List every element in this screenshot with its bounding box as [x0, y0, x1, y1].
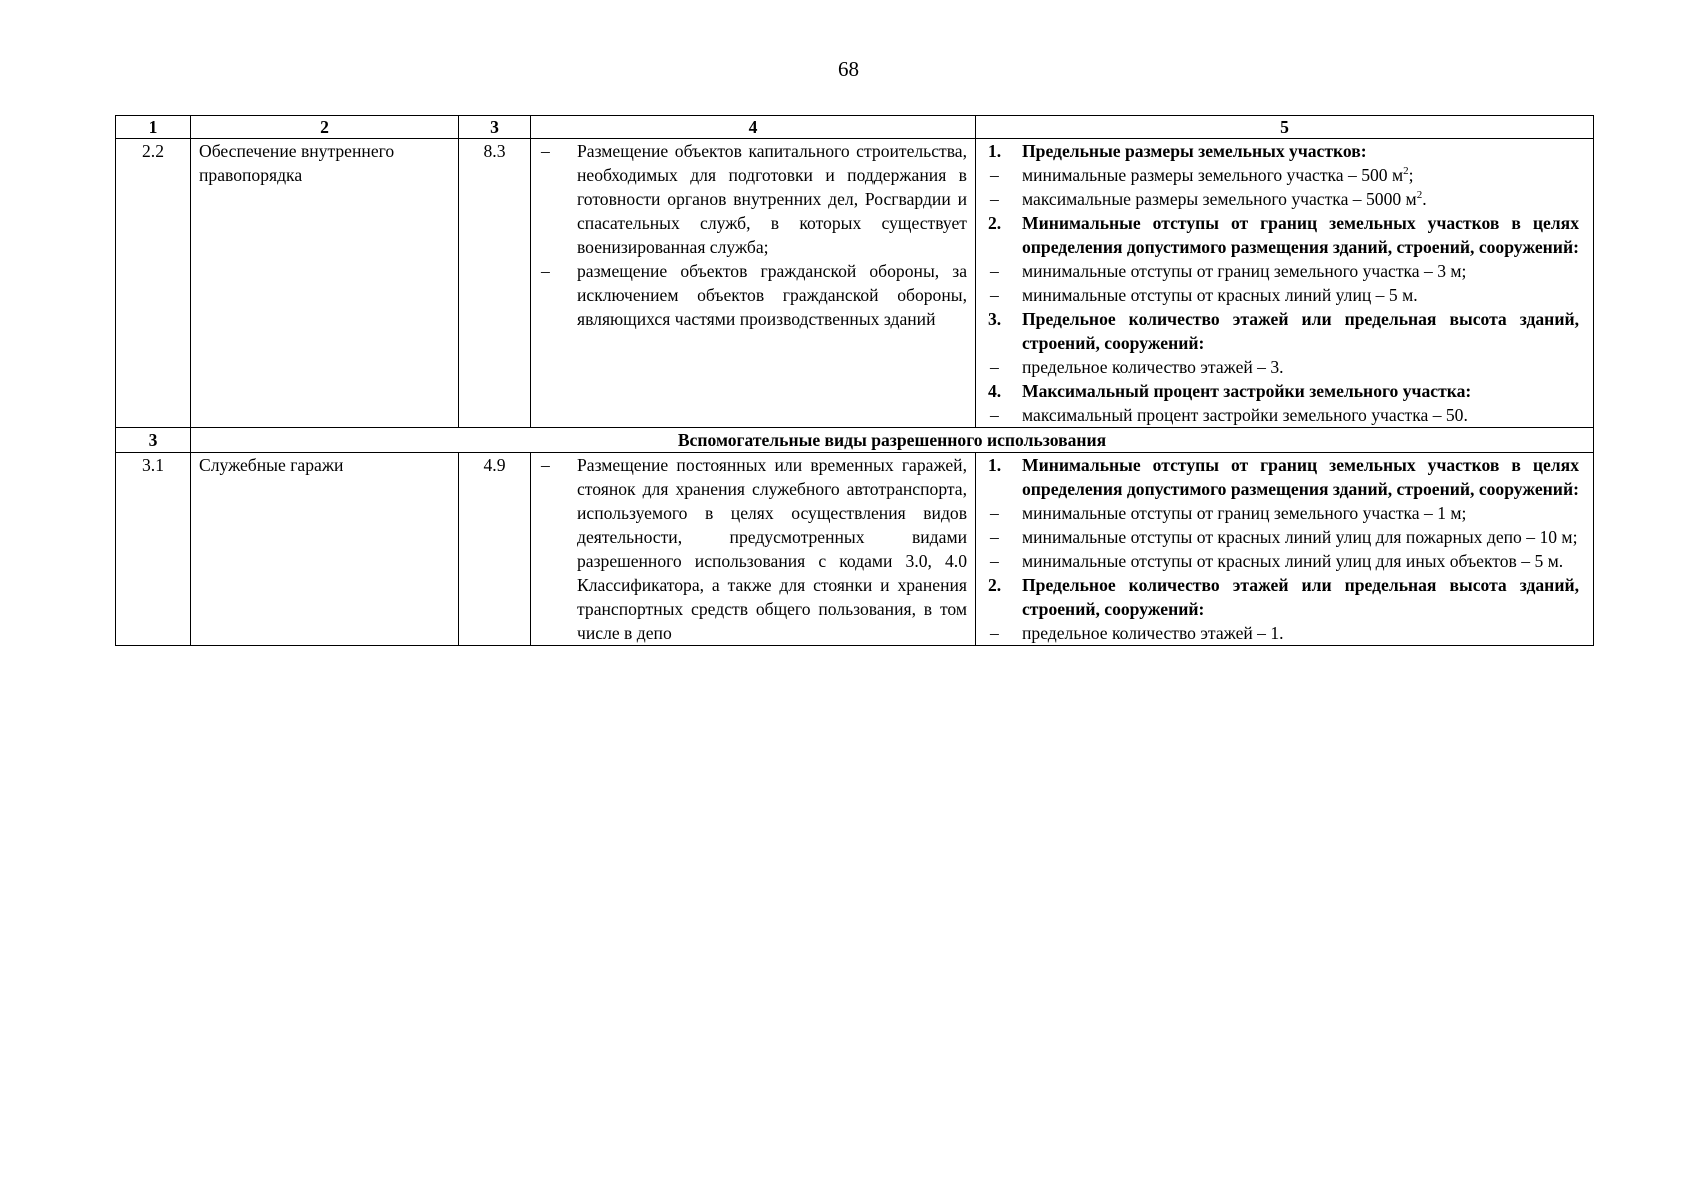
parameters-cell [976, 139, 1594, 428]
column-header: 2 [191, 116, 459, 139]
requirement-title: 4. Максимальный процент застройки земельного участка: [988, 381, 1472, 401]
requirement-item: – минимальные размеры земельного участка – 500 $м^2$; [984, 163, 1585, 187]
requirement-item: – максимальный процент застройки земельного участка – 50. [984, 403, 1585, 427]
table-row [116, 453, 1594, 646]
description-item: – Размещение объектов капитального строительства, необходимых для подготовки и поддержания в готовности органов внутренних дел, Росгвардии и спасательных служб, в которых существует военизированная служба; [539, 139, 967, 259]
parameters-cell [976, 453, 1594, 646]
requirement-item: – предельное количество этажей – 1. [984, 621, 1585, 645]
section-title: Вспомогательные виды разрешенного использования [191, 428, 1594, 453]
requirement-item: – максимальные размеры земельного участка – 5000 $м^2$. [984, 187, 1585, 211]
requirement-item: – минимальные отступы от красных линий улиц для иных объектов – 5 м. [984, 549, 1585, 573]
column-header: 1 [116, 116, 191, 139]
requirement-title: 3. Предельное количество этажей или предельная высота зданий, строений, сооружений: [988, 309, 1579, 353]
requirement-item: – минимальные отступы от красных линий улиц для пожарных депо – 10 м; [984, 525, 1585, 549]
requirement-item: – минимальные отступы от границ земельного участка – 3 м; [984, 259, 1585, 283]
requirement-title: 2. Предельное количество этажей или предельная высота зданий, строений, сооружений: [988, 575, 1579, 619]
use-type-description [531, 453, 976, 646]
requirement-block [984, 139, 1585, 211]
requirement-block [984, 453, 1585, 573]
page-number: 68 [838, 57, 859, 81]
use-type-description [531, 139, 976, 428]
requirement-block [984, 307, 1585, 379]
section-number: 3 [116, 428, 191, 453]
section-row [116, 428, 1594, 453]
description-item: – Размещение постоянных или временных гаражей, стоянок для хранения служебного автотранспорта, используемого в целях осуществления видов деятельности, предусмотренных видами разрешенного использования с кодами 3.0, 4.0 Классификатора, а также для стоянки и хранения транспортных средств общего пользования, в том числе в депо [539, 453, 967, 645]
column-header: 5 [976, 116, 1594, 139]
zoning-table [115, 115, 1594, 646]
requirement-title: 2. Минимальные отступы от границ земельных участков в целях определения допустимого размещения зданий, строений, сооружений: [988, 213, 1579, 257]
requirement-item: – минимальные отступы от границ земельного участка – 1 м; [984, 501, 1585, 525]
column-header: 3 [459, 116, 531, 139]
use-type-name: Обеспечение внутреннего правопорядка [191, 139, 459, 428]
requirement-title: 1. Минимальные отступы от границ земельных участков в целях определения допустимого размещения зданий, строений, сооружений: [988, 455, 1579, 499]
requirement-title: 1. Предельные размеры земельных участков: [988, 141, 1367, 161]
use-type-name: Служебные гаражи [191, 453, 459, 646]
row-number: 2.2 [116, 139, 191, 428]
requirement-block [984, 211, 1585, 307]
classifier-code: 8.3 [459, 139, 531, 428]
requirement-block [984, 379, 1585, 427]
table-row [116, 139, 1594, 428]
requirement-item: – минимальные отступы от красных линий улиц – 5 м. [984, 283, 1585, 307]
requirement-block [984, 573, 1585, 645]
column-header: 4 [531, 116, 976, 139]
requirement-item: – предельное количество этажей – 3. [984, 355, 1585, 379]
description-item: – размещение объектов гражданской обороны, за исключением объектов гражданской обороны, являющихся частями производственных зданий [539, 259, 967, 331]
row-number: 3.1 [116, 453, 191, 646]
table-header-row [116, 116, 1594, 139]
classifier-code: 4.9 [459, 453, 531, 646]
